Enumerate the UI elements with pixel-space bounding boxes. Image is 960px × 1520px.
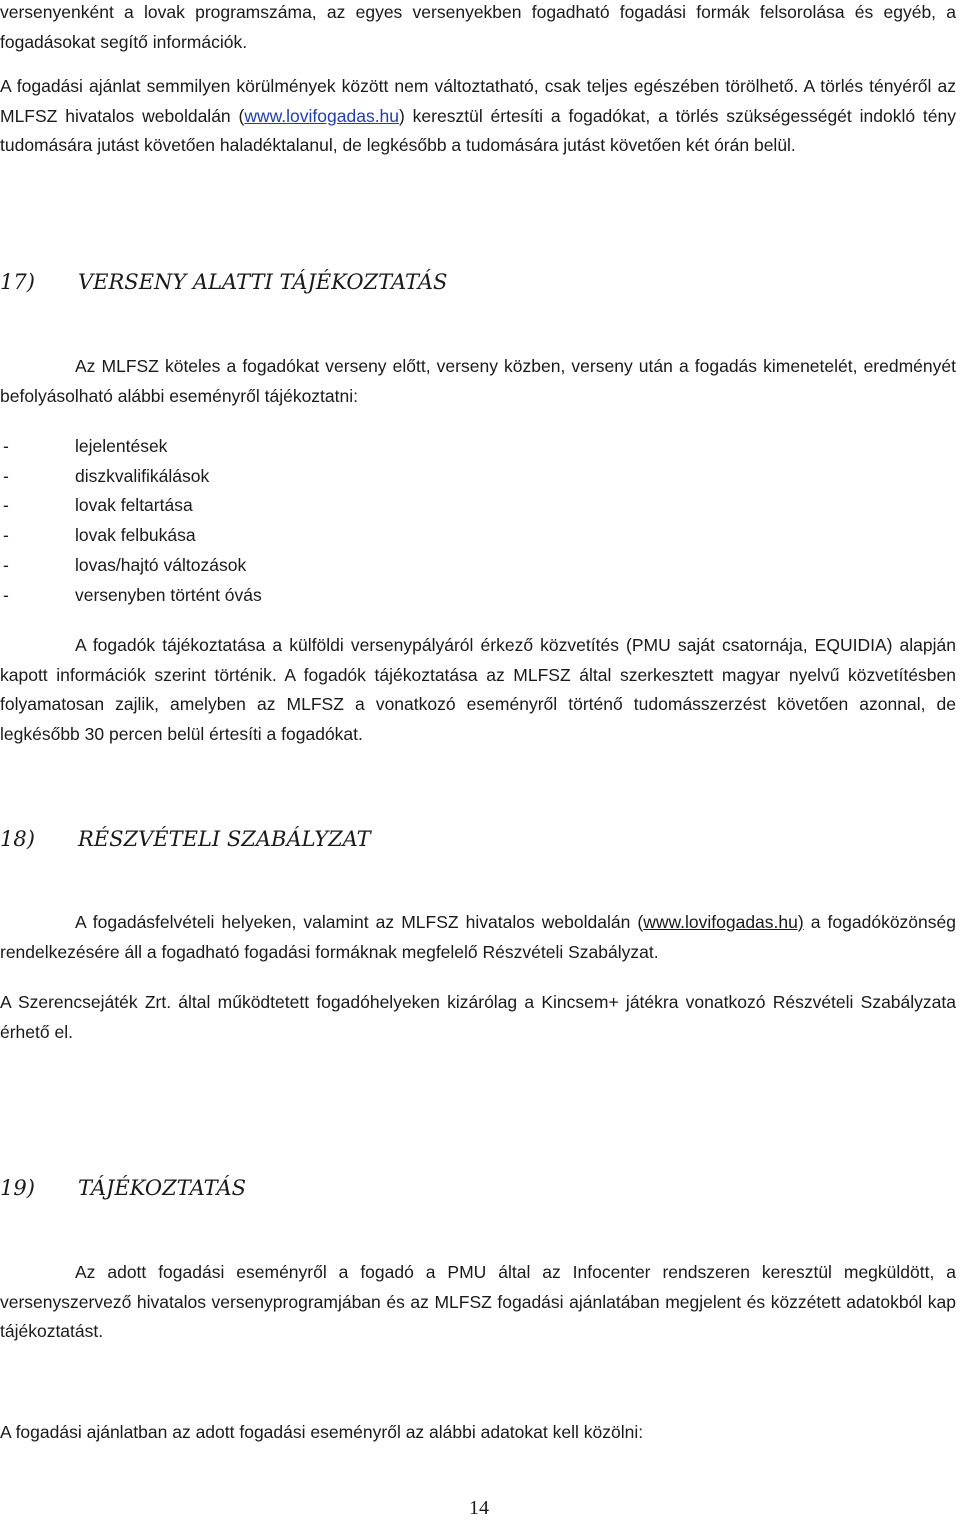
event-list [0, 432, 262, 610]
intro-text-a: A fogadási ajánlat semmilyen körülmények között nem változtatható, csak teljes egészében törölhető. A törlés tényéről az MLFSZ hivatalos weboldalán ( [0, 76, 956, 126]
website-link-2[interactable]: www.lovifogadas.hu) [643, 912, 804, 932]
section-18-text-a: A fogadásfelvételi helyeken, valamint az MLFSZ hivatalos weboldalán ( [75, 912, 644, 932]
list-item [0, 491, 262, 521]
intro-text-b: ) keresztül értesíti a fogadókat, a törlés szükségességét indokló tény tudomására jutást követően haladéktalanul, de legkésőbb a tudomására jutást követően két órán belül. [0, 105, 956, 155]
list-item [0, 581, 262, 611]
intro-paragraph-1 [0, 0, 956, 57]
section-18-paragraph-2 [0, 988, 956, 1047]
website-link[interactable]: www.lovifogadas.hu [244, 105, 400, 126]
list-dash: - [3, 554, 9, 575]
section-19-heading [0, 1176, 246, 1200]
page-number: 14 [469, 1497, 489, 1519]
section-17-paragraph-1 [0, 352, 956, 411]
section-17-number: 17) [0, 270, 35, 294]
section-18-text-2: A Szerencsejáték Zrt. által működtetett fogadóhelyeken kizárólag a Kincsem+ játékra vonatkozó Részvételi Szabályzata érhető el. [0, 992, 956, 1042]
section-18-text-b: a fogadóközönség rendelkezésére áll a fogadható fogadási formáknak megfelelő Részvételi Szabályzat. [0, 912, 956, 962]
list-dash: - [3, 495, 9, 516]
intro-text: versenyenként a lovak programszáma, az egyes versenyekben fogadható fogadási formák felsorolása és egyéb, a fogadásokat segítő információk. [0, 2, 956, 52]
list-dash: - [3, 525, 9, 546]
list-item [0, 432, 262, 462]
list-dash: - [3, 465, 9, 486]
section-19-text-1: Az adott fogadási eseményről a fogadó a PMU által az Infocenter rendszeren keresztül megküldött, a versenyszervező hivatalos versenyprogramjában és az MLFSZ fogadási ajánlatában megjelent és közzétett adatokból kap tájékoztatást. [0, 1262, 956, 1341]
list-item [0, 551, 262, 581]
list-item-label: versenyben történt óvás [75, 584, 262, 605]
intro-paragraph-2 [0, 72, 956, 161]
section-17-text-1: Az MLFSZ köteles a fogadókat verseny előtt, verseny közben, verseny után a fogadás kimenetelét, eredményét befolyásolható alábbi eseményről tájékoztatni: [0, 356, 956, 406]
section-19-paragraph-1 [0, 1258, 956, 1347]
list-item [0, 462, 262, 492]
section-19-text-2: A fogadási ajánlatban az adott fogadási eseményről az alábbi adatokat kell közölni: [0, 1422, 644, 1442]
section-18-number: 18) [0, 827, 35, 851]
section-19-paragraph-2 [0, 1418, 956, 1448]
section-18-title: RÉSZVÉTELI SZABÁLYZAT [78, 827, 371, 851]
list-item-label: lovak felbukása [75, 525, 196, 546]
list-dash: - [3, 584, 9, 605]
list-item [0, 521, 262, 551]
list-dash: - [3, 436, 9, 456]
section-19-title: TÁJÉKOZTATÁS [78, 1176, 246, 1200]
section-17-title: VERSENY ALATTI TÁJÉKOZTATÁS [78, 270, 448, 294]
section-17-paragraph-2 [0, 631, 956, 749]
list-item-label: lejelentések [75, 436, 168, 456]
section-18-paragraph-1 [0, 908, 956, 967]
section-18-heading [0, 827, 371, 851]
section-17-text-2: A fogadók tájékoztatása a külföldi versenypályáról érkező közvetítés (PMU saját csatornája, EQUIDIA) alapján kapott információk szerint történik. A fogadók tájékoztatása az MLFSZ által szerkesztett magyar nyelvű közvetítésben folyamatosan zajlik, amelyben az MLFSZ a vonatkozó eseményről történő tudomásszerzést követően azonnal, de legkésőbb 30 percen belül értesíti a fogadókat. [0, 635, 956, 744]
section-19-number: 19) [0, 1176, 35, 1200]
list-item-label: lovak feltartása [75, 495, 193, 516]
section-17-heading [0, 270, 447, 294]
list-item-label: diszkvalifikálások [75, 465, 210, 486]
list-item-label: lovas/hajtó változások [75, 554, 247, 575]
